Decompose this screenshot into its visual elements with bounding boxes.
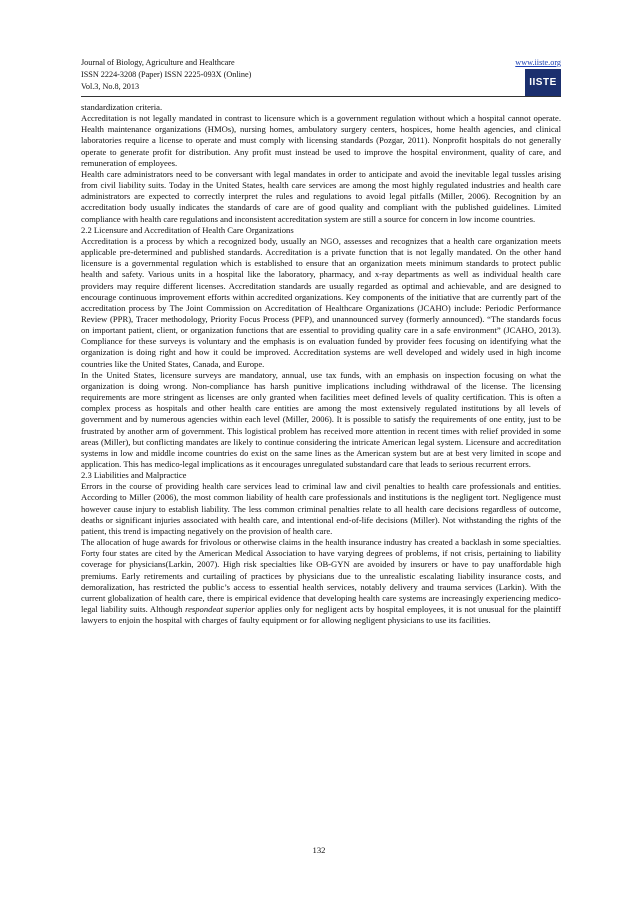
article-body <box>81 102 561 626</box>
page-number: 132 <box>312 845 326 855</box>
italic-term: respondeat superior <box>185 604 255 615</box>
page-header <box>81 57 561 93</box>
section-heading-2-2: 2.2 Licensure and Accreditation of Health Care Organizations <box>81 224 294 235</box>
paragraph: In the United States, licensure surveys are mandatory, annual, use tax funds, with an emphasis on inspection focusing on what the organization is doing wrong. Non-compliance has harsh punitive implications including withdrawal of the license. The licensing requirements are more stringent as licenses are only granted when facilities meet defined levels of quality certification. This is often a complex process as hospitals and other health care entities are among the most extensively regulated institutions by all levels of government and by numerous agencies within each level (Miller, 2006). It is possible to satisfy the requirements of one entity, just to be frustrated by another arm of government. This logistical problem has received more attention in recent times with relief provided in some areas (Miller), but conflicting mandates are likely to continue considering the intricate American legal system. Licensure and accreditation systems in low and middle income countries do exist on the same lines as the American system but are at best very limited in scope and application. This has medico-legal implications as it encourages unregulated substandard care that leads to serious recurrent errors. <box>81 369 561 469</box>
paragraph: Accreditation is not legally mandated in contrast to licensure which is a government regulation without which a hospital cannot operate. Health maintenance organizations (HMOs), nursing homes, ambulatory surgery centers, hospices, home health agencies, and clinical laboratories require a license to operate and must comply with licensing standards (Pozgar, 2011). Nonprofit hospitals do not generally operate to generate profit for distribution. Any profit must instead be used to improve the hospital environment, quality of care, and remuneration of employees. <box>81 113 561 168</box>
journal-title: Journal of Biology, Agriculture and Healthcare <box>81 58 235 67</box>
paragraph: standardization criteria. <box>81 102 163 112</box>
paragraph: Errors in the course of providing health care services lead to criminal law and civil penalties to health care professionals and entities. According to Miller (2006), the most common liability of health care professionals and institutions is the negligent tort. Negligence must however cause injury to establish liability. The less common criminal penalties relate to all health care decisions regardless of outcome, deaths or significant injuries associated with health care, and intentional end-of-life decisions (Miller). Not withstanding the rights of the patient, this trend is impacting negatively on the provision of health care. <box>81 481 561 536</box>
section-heading-2-3: 2.3 Liabilities and Malpractice <box>81 470 187 481</box>
paragraph-text-tail: applies only for negligent acts by hospital employees, it is not unusual for the plaintiff lawyers to enjoin the hospital with charges of faulty equipment or for allowing negligent physicians to use its facilities. <box>81 604 561 626</box>
paragraph: Health care administrators need to be conversant with legal mandates in order to anticipate and avoid the inevitable legal tussles arising from civil liability suits. Today in the United States, health care services are among the most highly regulated industries and health care administrators are expected to correctly interpret the rules and regulations to avoid legal pitfalls (Miller, 2006). Recognition by an accreditation body usually indicates the standards of care are of good quality and compliant with the published guidelines. Limited compliance with health care regulations and inconsistent accreditation system are still a source for concern in low income countries. <box>81 168 561 224</box>
journal-issn: ISSN 2224-3208 (Paper) ISSN 2225-093X (Online) <box>81 70 252 79</box>
paragraph-text: The allocation of huge awards for frivolous or otherwise claims in the health insurance industry has created a backlash in some specialties. Forty four states are cited by the American Medical Association to have varying degrees of problems, if not crisis, pertaining to liability coverage for physicians(Larkin, 2007). High risk specialties like OB-GYN are avoided by insurers or have to pay unaffordable high premiums. Early retirements and curtailing of practices by physicians due to the unrealistic escalating liability insurance costs, and demoralization, has restricted the public’s access to essential health services, notably delivery and trauma services (Larkin). With the current globalization of health care, there is empirical evidence that developing health care systems are increasingly experiencing medico-legal liability suits. Although <box>81 537 561 615</box>
journal-volume: Vol.3, No.8, 2013 <box>81 82 140 91</box>
paragraph: Accreditation is a process by which a recognized body, usually an NGO, assesses and recognizes that a health care organization meets applicable pre-determined and published standards. Accreditation is a private function that is not legally mandated. On the other hand licensure is a governmental regulation which is established to ensure that an organization meets minimum standards to protect public health and safety. Various units in a hospital like the laboratory, pharmacy, and x-ray departments as well as individual health care providers may require different licenses. Accreditation standards are usually regarded as optimal and achievable, and are designed to encourage continuous improvement efforts within accredited organizations. Key components of the initiative that are currently part of the accreditation process by The Joint Commission on Accreditation of Healthcare Organizations (JCAHO) include: Periodic Performance Review (PPR), Tracer methodology, Priority Focus Process (PFP), and unannounced survey (formerly announced). “The standards focus on important patient, client, or organization functions that are essential to providing quality care in a safe environment” (JCAHO, 2013). Compliance for these surveys is voluntary and the emphasis is on evaluation funded by provider fees focusing on identifying what the organization is doing right and how it could be improved. Accreditation systems are well developed and widely used in high income countries like the United States, Canada, and Europe. <box>81 235 561 369</box>
journal-url-link[interactable]: www.iiste.org <box>515 58 561 67</box>
header-divider <box>81 96 561 97</box>
journal-info <box>81 57 561 93</box>
iiste-logo: IISTE <box>525 69 561 97</box>
paragraph <box>81 537 561 626</box>
